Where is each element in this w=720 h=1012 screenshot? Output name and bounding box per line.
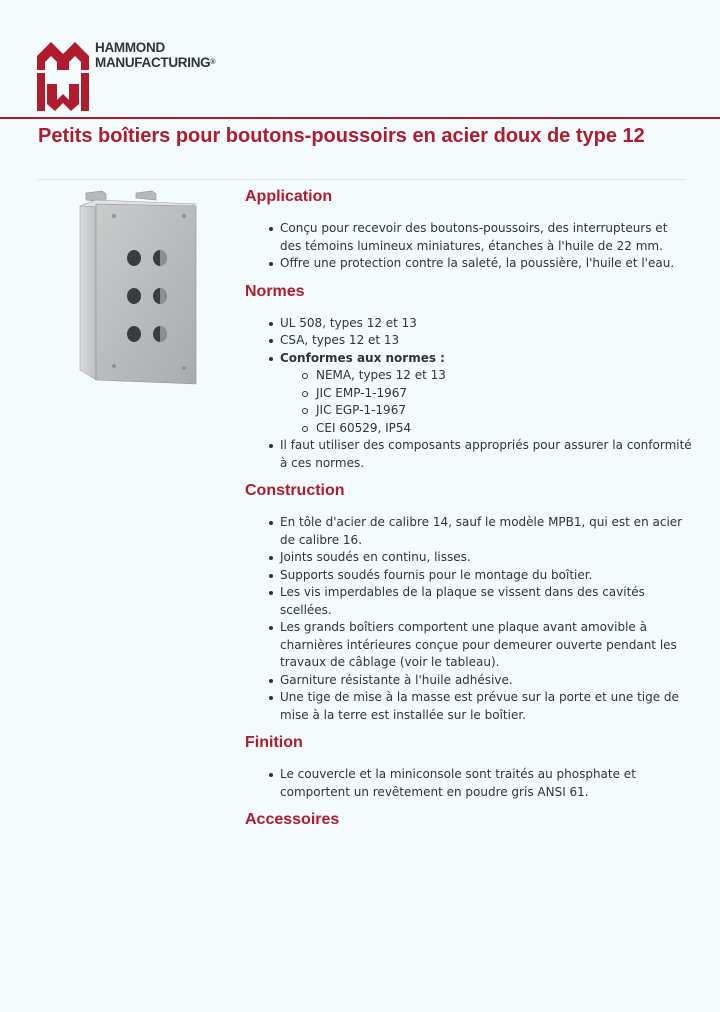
list-item: Les vis imperdables de la plaque se vissent dans des cavités scellées. xyxy=(244,584,692,619)
section-title-normes: Normes xyxy=(245,282,305,300)
sublist-item: JIC EGP-1-1967 xyxy=(280,402,692,420)
sublist-item: JIC EMP-1-1967 xyxy=(280,385,692,403)
conform-label: Conformes aux normes : xyxy=(280,350,445,365)
application-list xyxy=(244,220,692,273)
brand-line1: HAMMOND xyxy=(95,40,165,55)
list-item: Le couvercle et la miniconsole sont traités au phosphate et comportent un revêtement en poudre gris ANSI 61. xyxy=(244,766,692,801)
conform-sublist xyxy=(280,367,692,437)
finition-list xyxy=(244,766,692,801)
list-item: En tôle d'acier de calibre 14, sauf le modèle MPB1, qui est en acier de calibre 16. xyxy=(244,514,692,549)
section-title-finition: Finition xyxy=(245,734,303,751)
product-image xyxy=(78,190,198,385)
sublist-item: NEMA, types 12 et 13 xyxy=(280,367,692,385)
list-item: Conçu pour recevoir des boutons-poussoirs, des interrupteurs et des témoins lumineux miniatures, étanches à l'huile de 22 mm. xyxy=(244,220,692,255)
header-divider xyxy=(0,117,720,119)
list-item: Garniture résistante à l'huile adhésive. xyxy=(244,672,692,690)
registered-mark: ® xyxy=(210,59,216,66)
hammond-logo[interactable] xyxy=(37,40,227,114)
list-item: Les grands boîtiers comportent une plaque avant amovible à charnières intérieures conçue pour demeurer ouverte pendant les travaux de câblage (voir le tableau). xyxy=(244,619,692,672)
construction-list xyxy=(244,514,692,724)
list-item: Supports soudés fournis pour le montage du boîtier. xyxy=(244,567,692,585)
list-item: Une tige de mise à la masse est prévue sur la porte et une tige de mise à la terre est installée sur le boîtier. xyxy=(244,689,692,724)
content-column xyxy=(244,186,692,831)
page-title: Petits boîtiers pour boutons-poussoirs en acier doux de type 12 xyxy=(38,125,645,147)
list-item: Offre une protection contre la saleté, la poussière, l'huile et l'eau. xyxy=(244,255,692,273)
page-header xyxy=(0,0,720,118)
sublist-item: CEI 60529, IP54 xyxy=(280,420,692,438)
normes-list xyxy=(244,315,692,473)
list-item: CSA, types 12 et 13 xyxy=(244,332,692,350)
hammond-logo-mark-icon xyxy=(37,40,89,112)
section-title-application: Application xyxy=(245,188,333,205)
section-title-construction: Construction xyxy=(245,482,345,499)
brand-line2-text: MANUFACTURING xyxy=(95,55,211,70)
list-item: UL 508, types 12 et 13 xyxy=(244,315,692,333)
title-divider xyxy=(38,179,686,180)
section-title-accessoires: Accessoires xyxy=(245,811,340,828)
list-item-conform xyxy=(244,350,692,438)
hammond-logo-text xyxy=(95,40,215,70)
brand-line2 xyxy=(95,55,215,70)
list-item: Il faut utiliser des composants appropriés pour assurer la conformité à ces normes. xyxy=(244,437,692,472)
list-item: Joints soudés en continu, lisses. xyxy=(244,549,692,567)
